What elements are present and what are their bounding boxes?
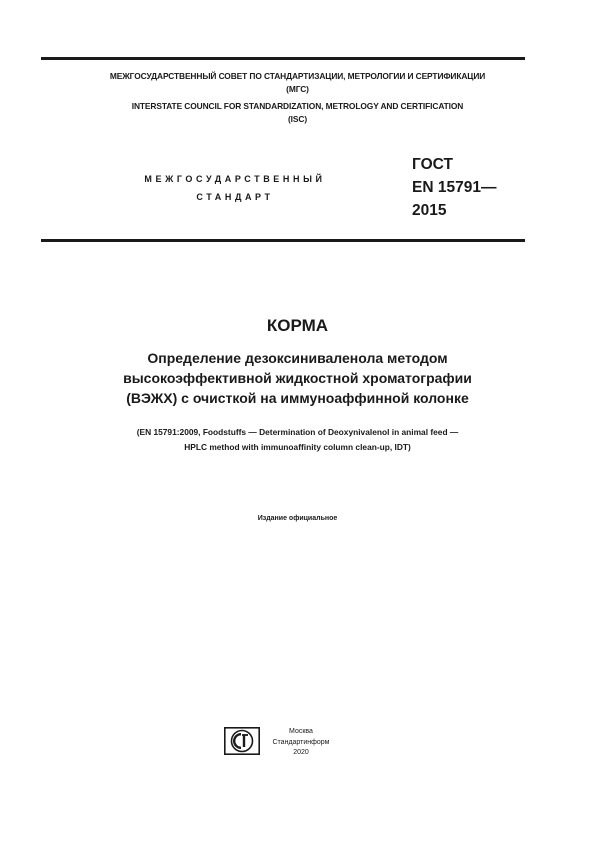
middle-divider <box>41 239 525 242</box>
subtitle-line3: (ВЭЖХ) с очисткой на иммуноаффинной колонке <box>126 390 469 406</box>
intl-ref-line2: HPLC method with immunoaffinity column clean-up, IDT) <box>184 442 411 452</box>
document-title: КОРМА <box>266 316 329 335</box>
publisher-block <box>268 727 334 759</box>
standard-type-line2: СТАНДАРТ <box>196 192 274 202</box>
international-reference <box>0 425 595 455</box>
designation-number: EN 15791— <box>412 179 497 196</box>
council-ru-line1: МЕЖГОСУДАРСТВЕННЫЙ СОВЕТ ПО СТАНДАРТИЗАЦИИ, МЕТРОЛОГИИ И СЕРТИФИКАЦИИ <box>109 71 486 81</box>
designation-year: 2015 <box>412 202 447 219</box>
standard-type-line1: МЕЖГОСУДАРСТВЕННЫЙ <box>144 174 326 184</box>
subtitle-line1: Определение дезоксиниваленола методом <box>147 350 448 366</box>
council-en-abbr: (ISC) <box>287 113 308 124</box>
publisher-name: Стандартинформ <box>272 738 330 746</box>
publisher-city: Москва <box>289 728 313 735</box>
council-en-line1: INTERSTATE COUNCIL FOR STANDARDIZATION, METROLOGY AND CERTIFICATION <box>131 101 464 111</box>
council-name-en <box>0 100 595 125</box>
top-divider <box>41 57 525 60</box>
council-name-ru <box>0 70 595 95</box>
standartinform-logo-icon <box>224 727 260 755</box>
subtitle-line2: высокоэффективной жидкостной хроматографии <box>123 370 472 386</box>
document-subtitle <box>0 348 595 408</box>
publisher-year: 2020 <box>293 749 309 756</box>
council-ru-abbr: (МГС) <box>286 83 309 94</box>
intl-ref-line1: (EN 15791:2009, Foodstuffs — Determination of Deoxynivalenol in animal feed — <box>136 427 459 437</box>
edition-note: Издание официальное <box>257 515 338 522</box>
designation-gost: ГОСТ <box>412 156 453 173</box>
